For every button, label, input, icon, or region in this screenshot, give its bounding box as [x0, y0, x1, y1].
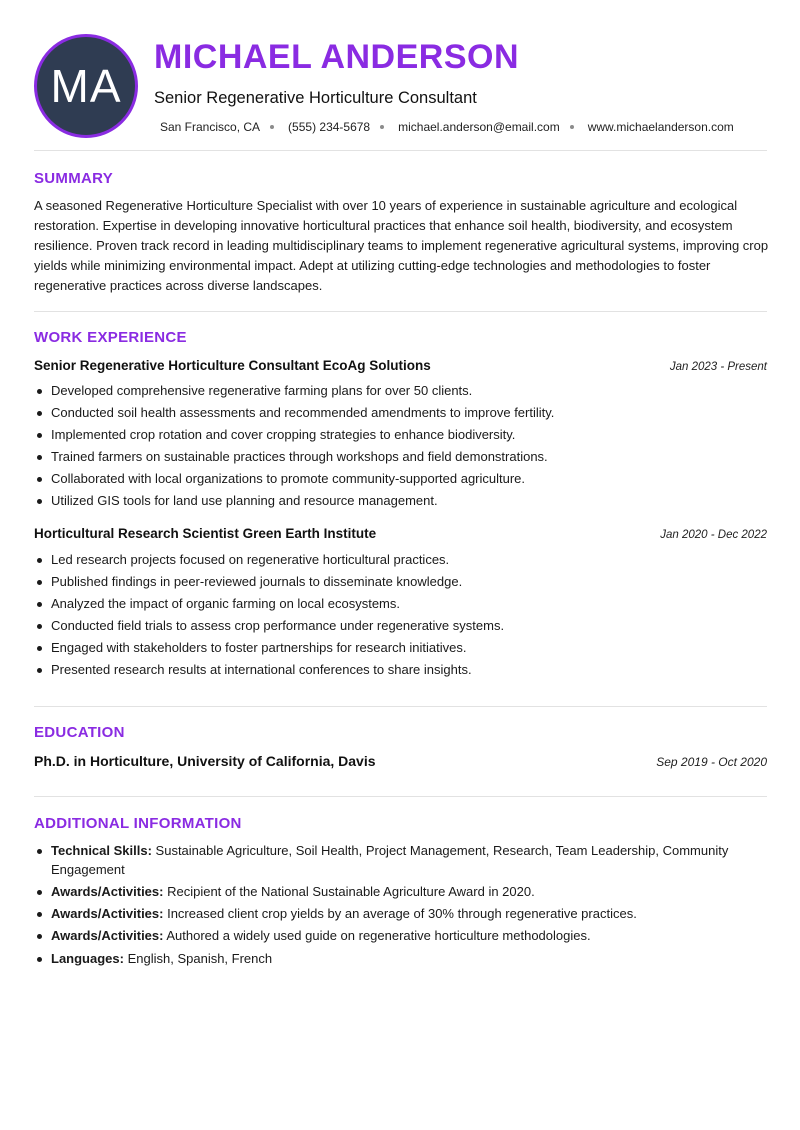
list-item: Analyzed the impact of organic farming on local ecosystems. [34, 593, 767, 615]
job-role: Horticultural Research Scientist Green Earth Institute [34, 526, 377, 541]
contact-email[interactable]: michael.anderson@email.com [398, 120, 560, 134]
education-entry [34, 753, 767, 769]
work-experience-heading: WORK EXPERIENCE [34, 329, 187, 346]
info-text: Authored a widely used guide on regenerative horticulture methodologies. [166, 928, 591, 943]
list-item: Conducted field trials to assess crop performance under regenerative systems. [34, 615, 767, 637]
separator-dot [570, 125, 574, 129]
job-date: Jan 2020 - Dec 2022 [660, 529, 767, 541]
separator-dot [380, 125, 384, 129]
resume-header [34, 34, 767, 138]
avatar [34, 34, 138, 138]
contact-bar [160, 120, 734, 134]
list-item [34, 841, 767, 879]
candidate-name: MICHAEL ANDERSON [154, 38, 520, 76]
job-role: Senior Regenerative Horticulture Consultant EcoAg Solutions [34, 358, 431, 373]
job-header [34, 358, 767, 373]
separator-dot [270, 125, 274, 129]
contact-website[interactable]: www.michaelanderson.com [587, 120, 734, 134]
info-label: Languages: [51, 951, 124, 966]
list-item: Trained farmers on sustainable practices through workshops and field demonstrations. [34, 446, 767, 468]
info-text: Increased client crop yields by an average of 30% through regenerative practices. [167, 906, 637, 921]
additional-info-heading: ADDITIONAL INFORMATION [34, 815, 242, 832]
info-text: Sustainable Agriculture, Soil Health, Project Management, Research, Team Leadership, Community Engagement [51, 843, 729, 877]
contact-location: San Francisco, CA [160, 120, 261, 134]
list-item [34, 949, 767, 968]
info-label: Technical Skills: [51, 843, 152, 858]
additional-info-list [34, 841, 767, 971]
education-heading: EDUCATION [34, 724, 125, 741]
list-item [34, 904, 767, 923]
info-label: Awards/Activities: [51, 884, 164, 899]
summary-heading: SUMMARY [34, 170, 114, 187]
contact-phone[interactable]: (555) 234-5678 [288, 120, 371, 134]
list-item: Conducted soil health assessments and recommended amendments to improve fertility. [34, 402, 767, 424]
section-divider [34, 706, 767, 707]
info-text: Recipient of the National Sustainable Agriculture Award in 2020. [167, 884, 535, 899]
section-divider [34, 150, 767, 151]
list-item: Collaborated with local organizations to promote community-supported agriculture. [34, 468, 767, 490]
list-item: Published findings in peer-reviewed journals to disseminate knowledge. [34, 571, 767, 593]
section-divider [34, 311, 767, 312]
list-item: Developed comprehensive regenerative farming plans for over 50 clients. [34, 380, 767, 402]
job-header [34, 526, 767, 541]
list-item: Engaged with stakeholders to foster partnerships for research initiatives. [34, 637, 767, 659]
candidate-title: Senior Regenerative Horticulture Consultant [154, 89, 477, 107]
job-date: Jan 2023 - Present [669, 361, 767, 373]
info-label: Awards/Activities: [51, 906, 164, 921]
summary-text: A seasoned Regenerative Horticulture Specialist with over 10 years of experience in sustainable agriculture and ecological restoration. Expertise in developing innovative horticultural practices that enhance soil health, biodiversity, and ecosystem resilience. Proven track record in leading multidisciplinary teams to implement regenerative agricultural systems, improving crop yields while minimizing environmental impact. Adept at utilizing cutting-edge technologies and methodologies to foster regenerative practices across diverse landscapes. [34, 198, 769, 293]
list-item: Implemented crop rotation and cover cropping strategies to enhance biodiversity. [34, 424, 767, 446]
education-date: Sep 2019 - Oct 2020 [656, 755, 767, 769]
avatar-initials: MA [50, 60, 122, 112]
job-bullets [34, 549, 767, 681]
list-item [34, 926, 767, 945]
list-item [34, 882, 767, 901]
list-item: Utilized GIS tools for land use planning and resource management. [34, 490, 767, 512]
list-item: Presented research results at international conferences to share insights. [34, 659, 767, 681]
section-divider [34, 796, 767, 797]
info-label: Awards/Activities: [51, 928, 164, 943]
list-item: Led research projects focused on regenerative horticultural practices. [34, 549, 767, 571]
job-bullets [34, 380, 767, 512]
education-degree: Ph.D. in Horticulture, University of California, Davis [34, 753, 376, 769]
info-text: English, Spanish, French [127, 951, 273, 966]
